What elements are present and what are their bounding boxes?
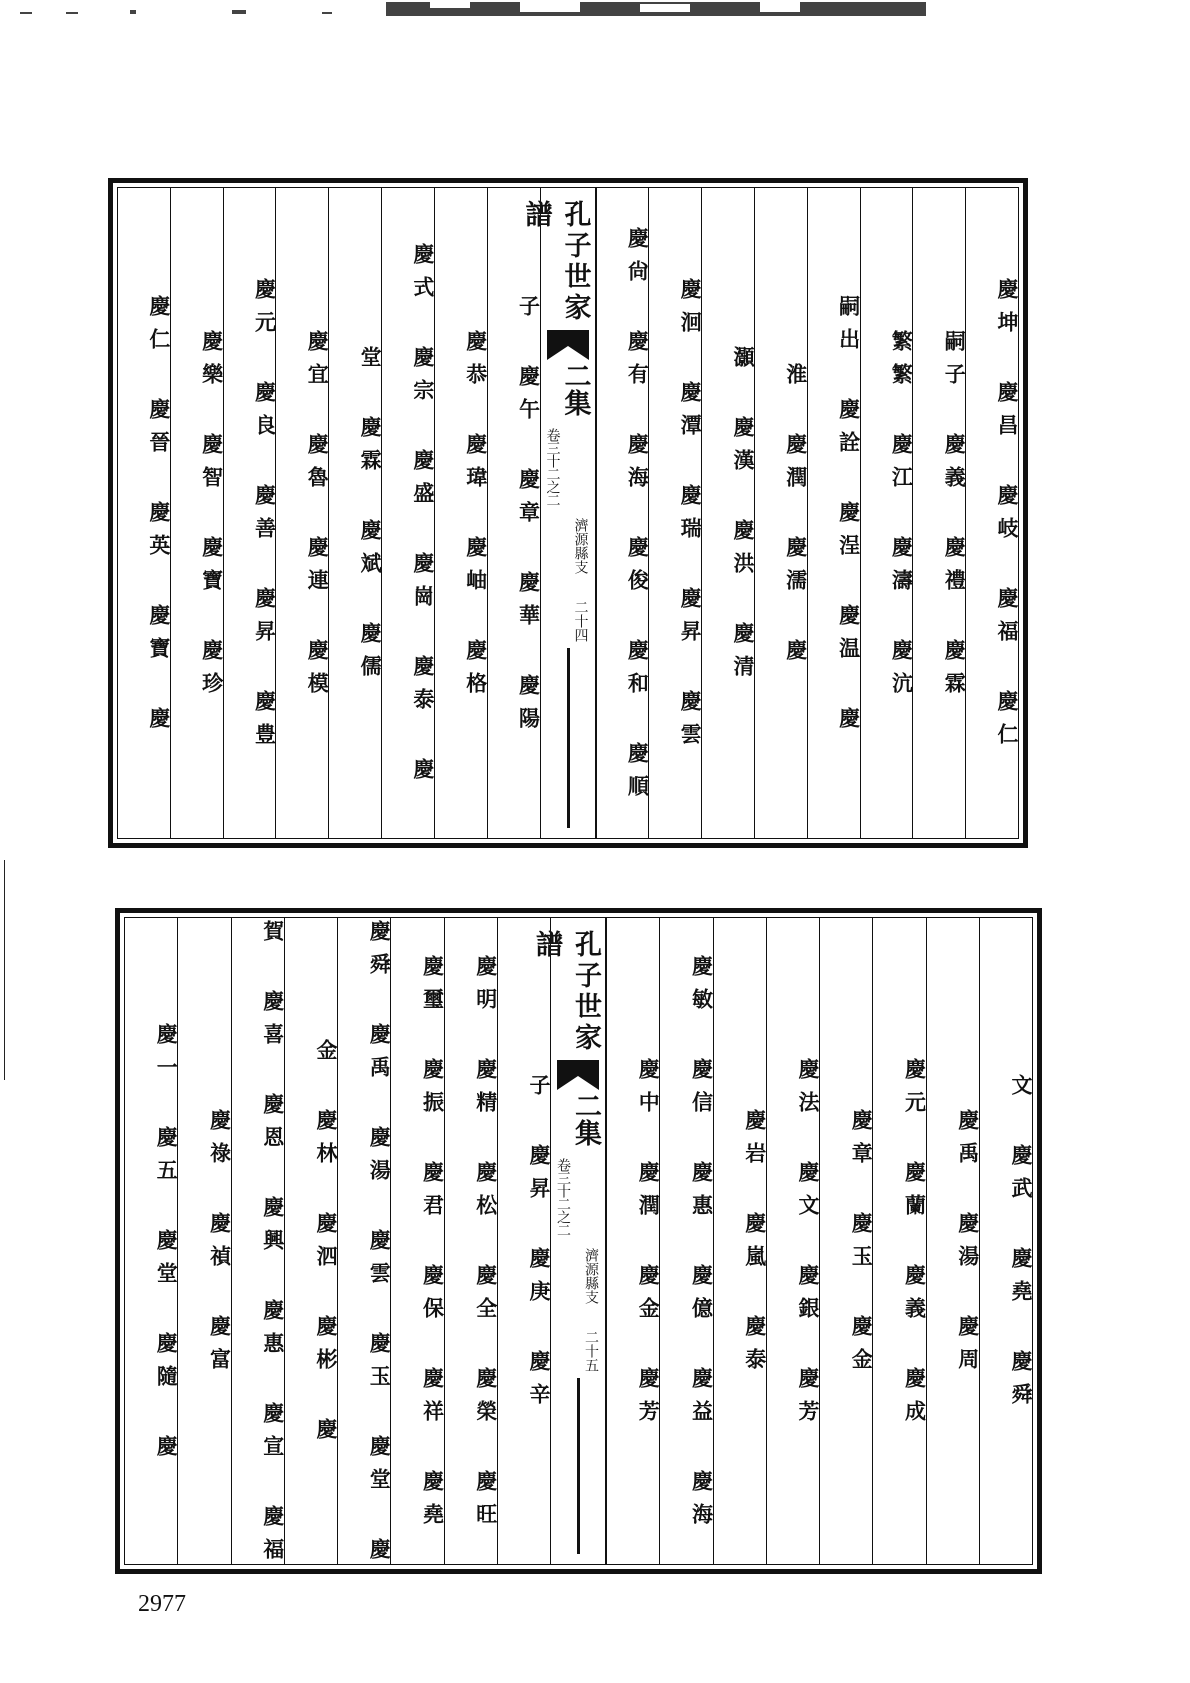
lower-column-12: 慶舜 慶禹 慶湯 慶雲 慶玉 慶堂 慶 [337,918,390,1564]
lower-book-title: 孔子世家譜 [531,930,601,1054]
upper-page-columns [117,187,1019,839]
lower-juan-label: 卷三十二之二 [555,1158,571,1236]
upper-genealogy-page [108,178,1028,848]
upper-column-12: 堂 慶霖 慶斌 慶儒 [328,188,381,838]
upper-column-6: 灝 慶漢 慶洪 慶清 [701,188,754,838]
page-number: 2977 [138,1591,186,1617]
lower-column-13: 金 慶林 慶泗 慶彬 慶 [284,918,337,1564]
lower-column-16: 慶一 慶五 慶堂 慶隨 慶 [154,1022,180,1468]
lower-column-3: 慶元 慶蘭 慶義 慶成 [872,918,925,1564]
upper-column-7: 慶洄 慶潭 慶瑞 慶昇 慶雲 [648,188,701,838]
upper-juan-label: 卷三十二之二 [544,428,561,506]
lower-series-label: 二集 [570,1092,601,1146]
lower-column-6: 慶岩 慶嵐 慶泰 [713,918,766,1564]
lower-column-1: 文 慶武 慶堯 慶舜 [979,918,1032,1564]
upper-folio-number: 二十四 [572,600,589,642]
upper-column-2: 嗣子 慶義 慶禮 慶霖 [912,188,965,838]
upper-column-1: 慶坤 慶昌 慶岐 慶福 慶仁 [965,188,1018,838]
upper-series-label: 二集 [559,362,591,416]
upper-book-title: 孔子世家譜 [520,200,591,324]
upper-column-8: 慶尙 慶有 慶海 慶俊 慶和 慶順 [596,188,649,838]
lower-branch-label: 濟源縣支 [583,1248,599,1304]
lower-column-2: 慶禹 慶湯 慶周 [926,918,979,1564]
lower-column-4: 慶章 慶玉 慶金 [819,918,872,1564]
upper-column-4: 嗣出 慶詮 慶浧 慶温 慶 [807,188,860,838]
upper-column-11: 慶式 慶宗 慶盛 慶崗 慶泰 慶 [381,188,434,838]
upper-column-16: 慶仁 慶晉 慶英 慶寶 慶 [146,294,172,740]
upper-column-3: 繁繁 慶江 慶濤 慶沆 [860,188,913,838]
lower-column-14: 賀 慶喜 慶恩 慶興 慶惠 慶宣 慶福 [231,918,284,1564]
lower-page-columns [124,917,1034,1571]
lower-column-8: 慶中 慶潤 慶金 慶芳 [606,918,659,1564]
upper-branch-label: 濟源縣支 [572,518,589,574]
upper-column-10: 慶恭 慶瑋 慶岫 慶格 [434,188,487,838]
lower-column-15: 慶祿 慶禎 慶富 [177,918,230,1564]
upper-column-14: 慶元 慶良 慶善 慶昇 慶豊 [223,188,276,838]
lower-column-10: 慶明 慶精 慶松 慶全 慶榮 慶旺 [444,918,497,1564]
left-margin-line [4,860,5,1080]
upper-column-9: 子 慶午 慶章 慶華 慶陽 [487,188,540,838]
lower-column-7: 慶敏 慶信 慶惠 慶億 慶益 慶海 [659,918,712,1564]
lower-fold-rule [577,1378,580,1554]
upper-column-15: 慶樂 慶智 慶寶 慶珍 [170,188,223,838]
top-margin-marks [0,0,1190,30]
lower-column-9: 子 慶昇 慶庚 慶辛 [497,918,550,1564]
upper-column-13: 慶宜 慶魯 慶連 慶模 [275,188,328,838]
fishtail-mark-icon [547,330,589,360]
upper-fold-rule [567,648,570,828]
fishtail-mark-icon [557,1060,599,1090]
upper-column-5: 淮 慶潤 慶濡 慶 [754,188,807,838]
lower-folio-number: 二十五 [583,1330,599,1372]
lower-genealogy-page [115,908,1042,1574]
lower-column-11: 慶璽 慶振 慶君 慶保 慶祥 慶堯 [390,918,443,1564]
lower-column-5: 慶法 慶文 慶銀 慶芳 [766,918,819,1564]
